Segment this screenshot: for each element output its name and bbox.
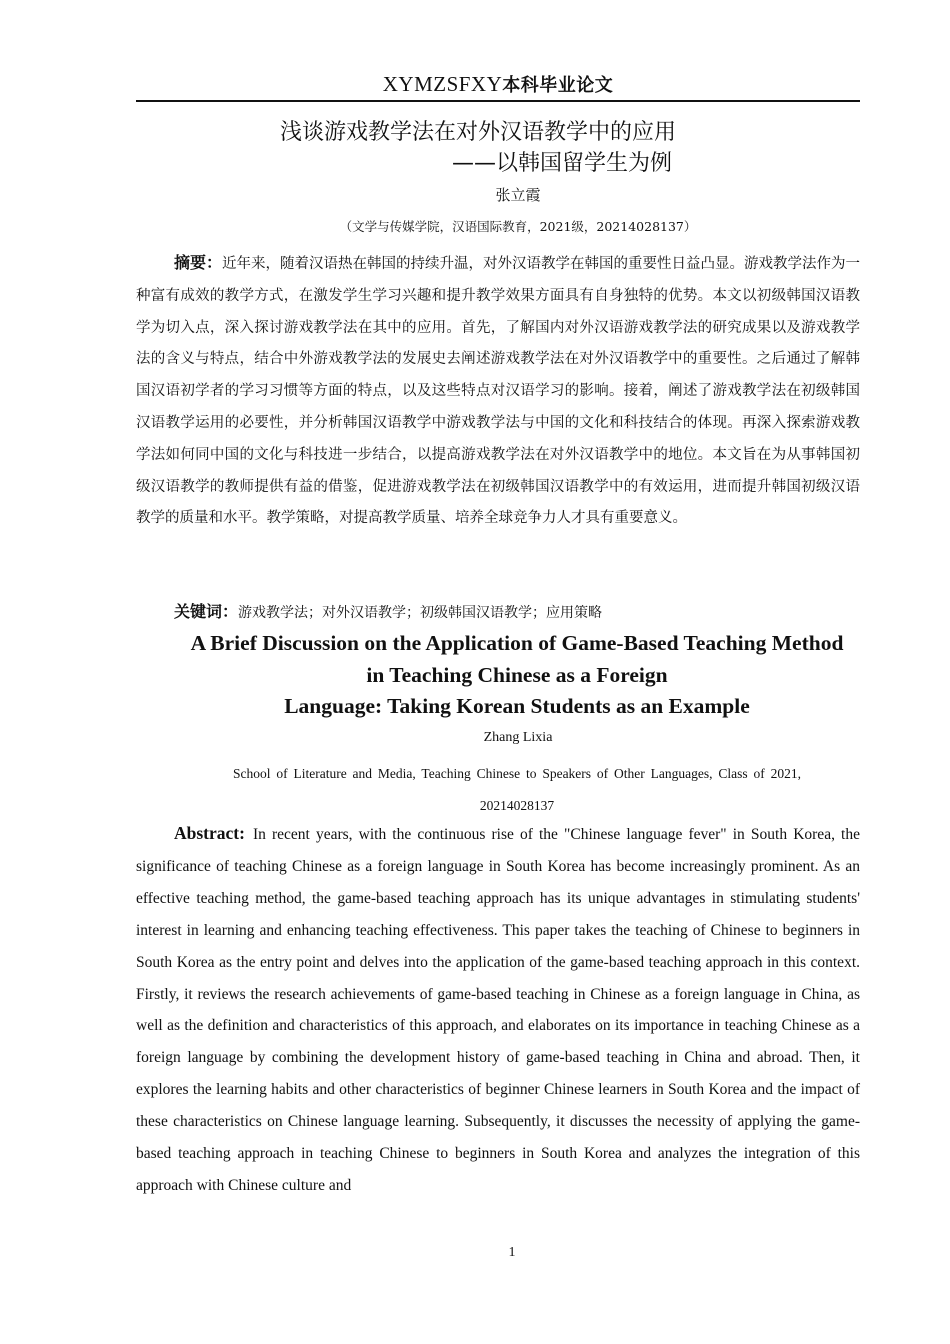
cn-affiliation: （文学与传媒学院，汉语国际教育，2021级，20214028137） <box>339 219 697 234</box>
en-affiliation <box>196 758 838 822</box>
cn-title: 浅谈游戏教学法在对外汉语教学中的应用 <box>279 120 676 145</box>
en-abstract-label: Abstract: <box>174 823 245 843</box>
running-header <box>136 70 860 100</box>
en-title-line-1: A Brief Discussion on the Application of Game-Based Teaching Method <box>190 631 844 655</box>
en-title <box>170 628 864 723</box>
en-abstract-text: In recent years, with the continuous rise of the "Chinese language fever" in South Korea, the significance of teaching Chinese as a foreign language in South Korea has become increasingly prominent. As an effective teaching method, the game-based teaching approach has its unique advantages in stimulating students' interest in learning and enhancing teaching effectiveness. This paper takes the teaching of Chinese to beginners in South Korea as the entry point and delves into the application of the game-based teaching approach in this context. Firstly, it reviews the research achievements of game-based teaching in Chinese as a foreign language in China, as well as the definition and characteristics of this approach, and elaborates on its importance in teaching Chinese as a foreign language by combining the development history of game-based teaching in China and abroad. Then, it explores the learning habits and other characteristics of beginner Chinese learners in South Korea and the impact of these characteristics on Chinese language learning. Subsequently, it discusses the necessity of applying the game-based teaching approach in teaching Chinese to beginners in South Korea and analyzes the integration of this approach with Chinese culture and <box>136 826 860 1194</box>
cn-subtitle: ——以韩国留学生为例 <box>452 151 673 176</box>
cn-abstract-label: 摘要： <box>174 253 223 272</box>
en-author: Zhang Lixia <box>483 730 553 745</box>
en-affiliation-line-1: School of Literature and Media, Teaching Chinese to Speakers of Other Languages, Class of 2021, <box>232 766 802 781</box>
en-title-line-3: Language: Taking Korean Students as an Example <box>284 694 750 718</box>
header-school-code: XYMZSFXY <box>382 72 503 96</box>
header-rule <box>136 100 860 102</box>
cn-keywords-text: 游戏教学法；对外汉语教学；初级韩国汉语教学；应用策略 <box>238 605 603 621</box>
page-number: 1 <box>508 1245 516 1260</box>
en-affiliation-line-2: 20214028137 <box>479 798 555 813</box>
cn-abstract <box>136 247 860 535</box>
header-thesis-type: 本科毕业论文 <box>502 75 614 96</box>
en-abstract <box>136 818 860 1202</box>
cn-abstract-text: 近年来，随着汉语热在韩国的持续升温，对外汉语教学在韩国的重要性日益凸显。游戏教学法作为一种富有成效的教学方式，在激发学生学习兴趣和提升教学效果方面具有自身独特的优势。本文以初级韩国汉语教学为切入点，深入探讨游戏教学法在其中的应用。首先，了解国内对外汉语游戏教学法的研究成果以及游戏教学法的含义与特点，结合中外游戏教学法的发展史去阐述游戏教学法在对外汉语教学中的重要性。之后通过了解韩国汉语初学者的学习习惯等方面的特点，以及这些特点对汉语学习的影响。接着，阐述了游戏教学法在初级韩国汉语教学运用的必要性，并分析韩国汉语教学中游戏教学法与中国的文化和科技结合的体现。再深入探索游戏教学法如何同中国的文化与科技进一步结合，以提高游戏教学法在对外汉语教学中的地位。本文旨在为从事韩国初级汉语教学的教师提供有益的借鉴，促进游戏教学法在初级韩国汉语教学中的有效运用，进而提升韩国初级汉语教学的质量和水平。教学策略，对提高教学质量、培养全球竞争力人才具有重要意义。 <box>136 256 861 527</box>
en-title-line-2: in Teaching Chinese as a Foreign <box>366 662 668 687</box>
cn-keywords-label: 关键词： <box>174 602 239 621</box>
cn-author: 张立霞 <box>495 186 541 204</box>
cn-keywords <box>174 599 602 626</box>
